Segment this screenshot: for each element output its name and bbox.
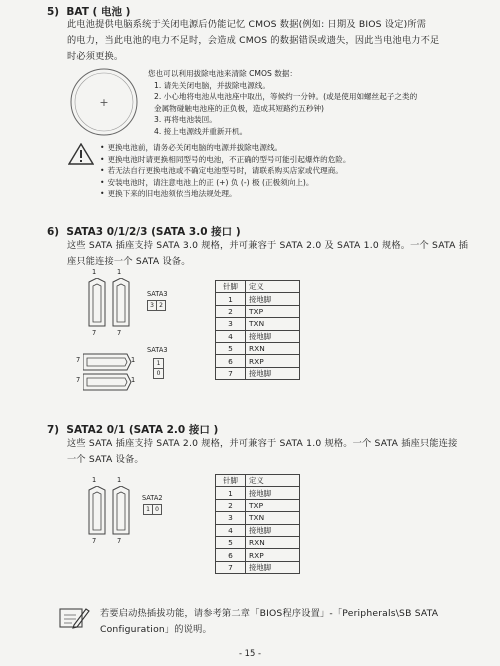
bat-steps-intro: 您也可以利用拔除电池来清除 CMOS 数据： xyxy=(148,69,297,78)
note-pencil-icon xyxy=(58,605,90,631)
battery-diagram xyxy=(68,66,140,138)
table-header-row xyxy=(216,475,300,487)
table-row xyxy=(216,499,300,511)
sata3-heading: 6) SATA3 0/1/2/3 (SATA 3.0 接口 ) xyxy=(47,226,241,238)
note-line: 若要启动热插拔功能，请参考第二章「BIOS程序设置」-「Peripherals\SB SATA xyxy=(100,608,439,619)
pin-one-label: 1 xyxy=(117,476,122,484)
sata3-horizontal-connectors xyxy=(83,352,136,394)
table-row xyxy=(216,487,300,499)
table-cell: 3 xyxy=(216,512,246,524)
bat-description xyxy=(67,17,492,65)
table-cell: 3 xyxy=(216,318,246,330)
bat-step: 4. 接上电源线并重新开机。 xyxy=(154,126,248,136)
table-cell: RXP xyxy=(246,355,300,367)
table-row xyxy=(216,536,300,548)
bat-desc-line: 此电池提供电脑系统于关闭电源后仍能记忆 CMOS 数据(例如: 日期及 BIOS 设定)所需 xyxy=(67,19,427,30)
table-cell: 6 xyxy=(216,549,246,561)
table-header-cell: 针脚 xyxy=(216,475,246,487)
bat-step: 2. 小心地将电池从电池座中取出，等候约一分钟。(或是使用如螺丝起子之类的 xyxy=(154,92,418,102)
pin-seven-label: 7 xyxy=(117,537,122,545)
note-line: Configuration」的说明。 xyxy=(100,624,212,635)
port-number: 2 xyxy=(159,302,163,309)
table-cell: 接地脚 xyxy=(246,330,300,342)
sata2-pin-table xyxy=(215,474,300,574)
table-cell: 接地脚 xyxy=(246,524,300,536)
port-number: 1 xyxy=(153,358,164,369)
pin-one-label: 1 xyxy=(92,268,97,276)
sata3-description xyxy=(67,238,492,270)
table-cell: 4 xyxy=(216,524,246,536)
table-cell: TXP xyxy=(246,305,300,317)
sata3-top-label: SATA3 xyxy=(147,290,168,298)
table-row xyxy=(216,342,300,354)
table-header-row xyxy=(216,281,300,293)
bat-warning-item: • 安装电池时，请注意电池上的正 (+) 负 (-) 极 (正极须向上)。 xyxy=(100,177,495,189)
sata2-desc-line: 一个 SATA 设备。 xyxy=(67,454,144,465)
sata3-bottom-port-numbers xyxy=(153,358,164,379)
table-row xyxy=(216,330,300,342)
table-row xyxy=(216,305,300,317)
table-cell: RXP xyxy=(246,549,300,561)
table-row xyxy=(216,355,300,367)
table-row xyxy=(216,561,300,573)
table-cell: 7 xyxy=(216,561,246,573)
port-number: 1 xyxy=(144,505,153,514)
table-cell: 接地脚 xyxy=(246,561,300,573)
bat-desc-line: 的电力，当此电池的电力不足时，会造成 CMOS 的数据错误或遗失，因此当电池电力不足 xyxy=(67,35,440,46)
sata2-heading: 7) SATA2 0/1 (SATA 2.0 接口 ) xyxy=(47,424,219,436)
table-cell: 2 xyxy=(216,499,246,511)
pin-seven-label: 7 xyxy=(76,356,81,364)
pin-seven-label: 7 xyxy=(76,376,81,384)
table-cell: TXN xyxy=(246,512,300,524)
bat-step: 3. 再将电池装回。 xyxy=(154,115,217,125)
table-cell: 5 xyxy=(216,342,246,354)
table-cell: 接地脚 xyxy=(246,367,300,379)
battery-plus-symbol: + xyxy=(99,96,109,109)
sata3-desc-line: 座只能连接一个 SATA 设备。 xyxy=(67,256,191,267)
table-row xyxy=(216,367,300,379)
table-cell: TXN xyxy=(246,318,300,330)
table-cell: 4 xyxy=(216,330,246,342)
pin-seven-label: 7 xyxy=(92,329,97,337)
port-number: 0 xyxy=(153,369,164,379)
sata3-top-port-numbers xyxy=(147,300,166,311)
table-header-cell: 定义 xyxy=(246,475,300,487)
sata3-pin-table xyxy=(215,280,300,380)
page-number: - 15 - xyxy=(238,648,262,658)
bat-heading: 5) BAT ( 电池 ) xyxy=(47,6,131,18)
table-cell: 5 xyxy=(216,536,246,548)
bat-steps xyxy=(148,68,498,138)
table-cell: 2 xyxy=(216,305,246,317)
table-cell: 7 xyxy=(216,367,246,379)
pin-seven-label: 7 xyxy=(117,329,122,337)
sata3-desc-line: 这些 SATA 插座支持 SATA 3.0 规格，并可兼容于 SATA 2.0 及 SATA 1.0 规格。一个 SATA 插 xyxy=(67,240,469,251)
sata2-port-numbers xyxy=(143,504,162,515)
bat-desc-line: 时必须更换。 xyxy=(67,51,124,62)
pin-one-label: 1 xyxy=(117,268,122,276)
port-number: 3 xyxy=(148,301,157,310)
table-cell: 接地脚 xyxy=(246,293,300,305)
table-row xyxy=(216,293,300,305)
sata3-bottom-label: SATA3 xyxy=(147,346,168,354)
warning-icon xyxy=(68,143,94,165)
pin-seven-label: 7 xyxy=(92,537,97,545)
pin-one-label: 1 xyxy=(131,356,136,364)
bat-step: 1. 请先关闭电脑，并拔除电源线。 xyxy=(154,80,270,90)
table-cell: RXN xyxy=(246,342,300,354)
bat-warning-item: • 更换电池时请更换相同型号的电池，不正确的型号可能引起爆炸的危险。 xyxy=(100,154,495,166)
table-row xyxy=(216,512,300,524)
table-row xyxy=(216,524,300,536)
bat-warning-item: • 更换下来的旧电池须依当地法规处理。 xyxy=(100,188,495,200)
table-cell: 1 xyxy=(216,487,246,499)
table-header-cell: 针脚 xyxy=(216,281,246,293)
sata2-desc-line: 这些 SATA 插座支持 SATA 2.0 规格，并可兼容于 SATA 1.0 规格。一个 SATA 插座只能连接 xyxy=(67,438,458,449)
sata2-connectors xyxy=(87,486,135,536)
table-cell: 接地脚 xyxy=(246,487,300,499)
table-cell: 1 xyxy=(216,293,246,305)
hotplug-note xyxy=(100,606,495,638)
pin-one-label: 1 xyxy=(92,476,97,484)
table-cell: 6 xyxy=(216,355,246,367)
sata2-description xyxy=(67,436,492,468)
table-row xyxy=(216,318,300,330)
sata3-vertical-connectors xyxy=(87,278,135,328)
table-cell: RXN xyxy=(246,536,300,548)
table-cell: TXP xyxy=(246,499,300,511)
bat-warning-item: • 更换电池前，请务必关闭电脑的电源并拔除电源线。 xyxy=(100,142,495,154)
sata2-label: SATA2 xyxy=(142,494,163,502)
pin-one-label: 1 xyxy=(131,376,136,384)
table-row xyxy=(216,549,300,561)
bat-step: 金属物碰触电池座的正负极，造成其短路约五秒钟) xyxy=(154,103,325,113)
port-number: 0 xyxy=(155,506,159,513)
bat-warning-list xyxy=(100,142,495,200)
table-header-cell: 定义 xyxy=(246,281,300,293)
bat-warning-item: • 若无法自行更换电池或不确定电池型号时，请联系购买店家或代理商。 xyxy=(100,165,495,177)
